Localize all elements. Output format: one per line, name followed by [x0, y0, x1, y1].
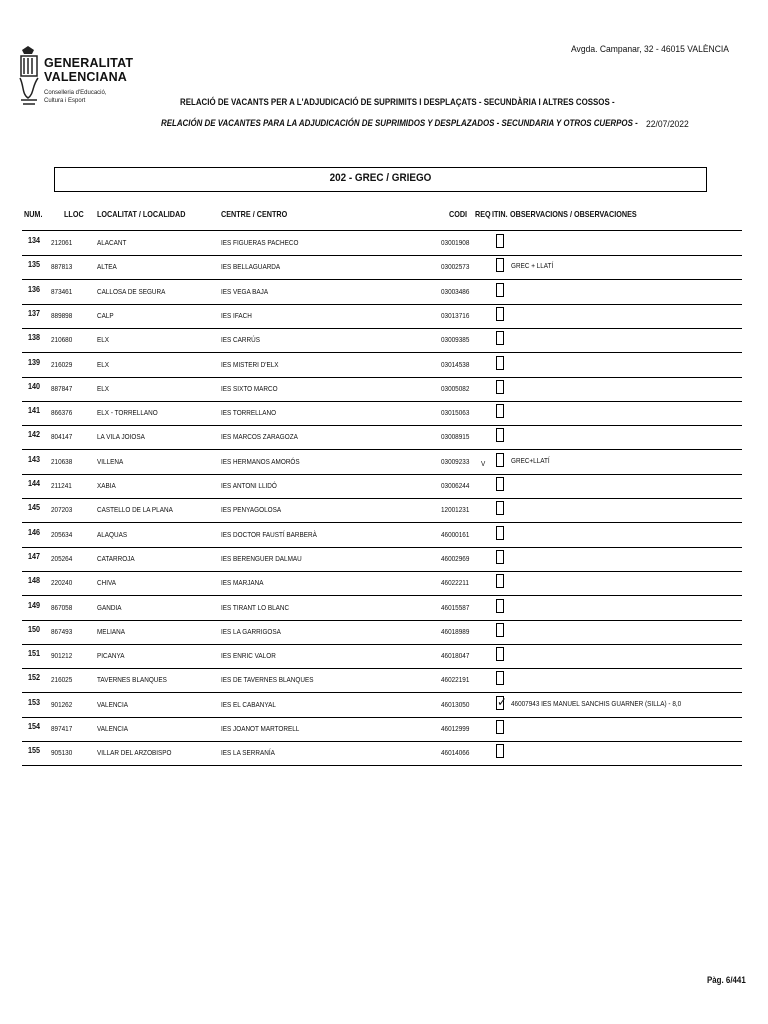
row-localitat: GANDIA [97, 602, 122, 612]
row-localitat: ALAQUAS [97, 529, 128, 539]
row-codi: 03003486 [441, 286, 470, 296]
col-header-observacions: OBSERVACIONS / OBSERVACIONES [510, 209, 637, 219]
row-centre: IES BERENGUER DALMAU [221, 553, 302, 563]
row-codi: 46018047 [441, 651, 470, 661]
table-row [22, 280, 742, 305]
row-lloc: 210638 [51, 456, 73, 466]
section-title: 202 - GREC / GRIEGO [329, 172, 432, 184]
req-checkbox [496, 477, 504, 491]
table-row [22, 304, 742, 329]
row-centre: IES DOCTOR FAUSTÍ BARBERÀ [221, 529, 317, 539]
table-row [22, 255, 742, 280]
row-codi: 46018989 [441, 626, 470, 636]
row-localitat: ELX [97, 383, 110, 393]
table-row [22, 693, 742, 718]
table-row [22, 425, 742, 450]
page-number: Pàg. 6/441 [707, 975, 746, 985]
table-row [22, 620, 742, 645]
table-row [22, 644, 742, 669]
row-num: 145 [28, 502, 41, 513]
row-centre: IES DE TAVERNES BLANQUES [221, 675, 314, 685]
row-num: 138 [28, 332, 41, 343]
row-codi: 46022211 [441, 578, 469, 588]
row-codi: 03013716 [441, 310, 470, 320]
req-checkbox [496, 283, 504, 297]
row-codi: 03009233 [441, 456, 470, 466]
table-row [22, 377, 742, 402]
row-num: 146 [28, 526, 41, 537]
row-localitat: LA VILA JOIOSA [97, 432, 145, 442]
row-centre: IES HERMANOS AMORÓS [221, 456, 300, 466]
row-localitat: VILLAR DEL ARZOBISPO [97, 748, 172, 758]
row-lloc: 205264 [51, 553, 73, 563]
logo-subtext-line1: Conselleria d'Educació, [44, 90, 107, 96]
row-num: 137 [28, 307, 41, 318]
row-localitat: VALENCIA [97, 699, 129, 709]
row-lloc: 867058 [51, 602, 73, 612]
req-checkbox [496, 694, 508, 710]
row-codi: 12001231 [441, 505, 470, 515]
req-checkbox [496, 574, 504, 588]
row-localitat: CASTELLO DE LA PLANA [97, 505, 173, 515]
req-checkbox [496, 404, 504, 418]
row-codi: 46015587 [441, 602, 470, 612]
row-lloc: 216025 [51, 675, 73, 685]
row-lloc: 873461 [51, 286, 73, 296]
table-row [22, 498, 742, 523]
row-localitat: VILLENA [97, 456, 124, 466]
table-row [22, 547, 742, 572]
row-localitat: ALACANT [97, 238, 127, 247]
req-checkbox [496, 258, 504, 272]
row-centre: IES BELLAGUARDA [221, 262, 281, 272]
req-checkbox [496, 307, 504, 321]
section-header-box [54, 167, 707, 192]
row-num: 151 [28, 648, 41, 659]
generalitat-logo [18, 46, 134, 126]
req-checkbox [496, 550, 504, 564]
table-row [22, 450, 742, 475]
row-num: 150 [28, 623, 41, 634]
req-checkbox [496, 356, 504, 370]
row-centre: IES ANTONI LLIDÓ [221, 481, 277, 490]
row-codi: 03001908 [441, 238, 470, 247]
row-localitat: PICANYA [97, 651, 125, 661]
row-centre: IES JOANOT MARTORELL [221, 724, 300, 733]
table-row [22, 328, 742, 353]
row-localitat: XABIA [97, 481, 116, 490]
row-codi: 03006244 [441, 481, 470, 490]
row-num: 141 [28, 405, 41, 416]
row-num: 147 [28, 550, 41, 561]
req-checkbox [496, 380, 504, 394]
row-num: 140 [28, 380, 41, 391]
row-lloc: 212061 [51, 238, 73, 247]
row-lloc: 207203 [51, 505, 73, 515]
col-header-itin: ITIN. [492, 209, 508, 219]
row-localitat: ALTEA [97, 262, 117, 272]
row-num: 144 [28, 478, 41, 488]
row-codi: 46013050 [441, 699, 470, 709]
table-row [22, 523, 742, 548]
document-title-valencian: RELACIÓ DE VACANTS PER A L'ADJUDICACIÓ DE SUPRIMITS I DESPLAÇATS - SECUNDÀRIA I ALTRES COSSOS - [180, 97, 615, 107]
row-centre: IES MISTERI D'ELX [221, 359, 279, 369]
req-checkbox [496, 501, 504, 515]
req-checkbox [496, 647, 504, 661]
table-row [22, 668, 742, 693]
row-codi: 46002969 [441, 553, 470, 563]
table-row [22, 474, 742, 499]
row-codi: 03008915 [441, 432, 470, 442]
row-num: 142 [28, 429, 41, 440]
document-date: 22/07/2022 [646, 119, 689, 130]
table-row [22, 741, 742, 766]
row-num: 148 [28, 575, 41, 586]
row-num: 154 [28, 721, 41, 731]
row-centre: IES MARJANA [221, 578, 264, 588]
row-observacions: 46007943 IES MANUEL SANCHIS GUARNER (SILLA) - 8,0 [511, 698, 682, 708]
row-localitat: CHIVA [97, 578, 117, 588]
row-codi: 03005082 [441, 383, 470, 393]
col-header-codi: CODI [449, 209, 468, 219]
row-centre: IES CARRÚS [221, 335, 260, 345]
row-centre: IES TIRANT LO BLANC [221, 602, 290, 612]
req-checkbox [496, 234, 504, 248]
table-row [22, 717, 742, 742]
row-num: 149 [28, 599, 41, 610]
row-centre: IES LA SERRANÍA [221, 748, 275, 758]
req-checkbox [496, 671, 504, 685]
row-codi: 46012999 [441, 724, 470, 733]
col-header-lloc: LLOC [64, 209, 84, 219]
row-localitat: CALP [97, 310, 114, 320]
row-num: 136 [28, 283, 41, 294]
logo-subtext-line2: Cultura i Esport [44, 98, 86, 104]
table-row [22, 596, 742, 621]
row-localitat: ELX [97, 359, 110, 369]
row-lloc: 901212 [51, 651, 73, 661]
coat-of-arms-icon [18, 46, 40, 108]
row-lloc: 211241 [51, 481, 72, 490]
req-checkbox [496, 453, 504, 467]
row-lloc: 897417 [51, 724, 73, 733]
document-title-spanish: RELACIÓN DE VACANTES PARA LA ADJUDICACIÓN DE SUPRIMIDOS Y DESPLAZADOS - SECUNDARIA Y OTROS CUERPOS - [161, 118, 638, 128]
row-centre: IES EL CABANYAL [221, 699, 276, 709]
row-lloc: 901262 [51, 699, 73, 709]
row-num: 134 [28, 235, 41, 245]
row-observacions: GREC+LLATÍ [511, 455, 550, 465]
table-row [22, 231, 742, 256]
row-num: 152 [28, 672, 41, 683]
row-num: 139 [28, 356, 41, 367]
row-localitat: MELIANA [97, 626, 125, 636]
row-codi: 03002573 [441, 262, 470, 272]
row-codi: 03015063 [441, 408, 470, 418]
row-num: 143 [28, 453, 41, 464]
row-centre: IES ENRIC VALOR [221, 651, 276, 661]
row-localitat: CALLOSA DE SEGURA [97, 286, 166, 296]
row-centre: IES SIXTO MARCO [221, 383, 278, 393]
row-localitat: CATARROJA [97, 553, 135, 563]
row-localitat: TAVERNES BLANQUES [97, 675, 167, 685]
row-centre: IES MARCOS ZARAGOZA [221, 432, 298, 442]
row-lloc: 867493 [51, 626, 73, 636]
row-num: 135 [28, 259, 41, 270]
table-row [22, 571, 742, 596]
row-centre: IES PENYAGOLOSA [221, 505, 282, 515]
req-checkbox [496, 623, 504, 637]
row-lloc: 205634 [51, 529, 73, 539]
row-lloc: 210680 [51, 335, 73, 345]
row-lloc: 804147 [51, 432, 73, 442]
col-header-num: NUM. [24, 209, 43, 219]
col-header-centre: CENTRE / CENTRO [221, 209, 288, 219]
row-centre: IES LA GARRIGOSA [221, 626, 281, 636]
row-codi: 46000161 [441, 529, 470, 539]
req-checkbox [496, 720, 504, 734]
row-codi: 46022191 [441, 675, 470, 685]
row-lloc: 887813 [51, 262, 73, 272]
req-checkbox [496, 331, 504, 345]
row-centre: IES TORRELLANO [221, 408, 277, 418]
col-header-req: REQ [475, 209, 491, 219]
row-lloc: 866376 [51, 408, 73, 418]
row-itin: V [481, 458, 486, 468]
row-observacions: GREC + LLATÍ [511, 261, 554, 271]
row-lloc: 216029 [51, 359, 73, 369]
row-centre: IES FIGUERAS PACHECO [221, 238, 299, 247]
row-lloc: 889898 [51, 310, 73, 320]
row-localitat: VALENCIA [97, 724, 129, 733]
row-codi: 46014066 [441, 748, 470, 758]
req-checkbox [496, 526, 504, 540]
req-checkbox [496, 428, 504, 442]
row-num: 155 [28, 745, 41, 756]
table-row [22, 353, 742, 378]
req-checkbox [496, 744, 504, 758]
row-localitat: ELX [97, 335, 110, 345]
checkmark-icon: ✓ [497, 694, 508, 709]
row-codi: 03009385 [441, 335, 470, 345]
row-localitat: ELX - TORRELLANO [97, 408, 158, 418]
row-centre: IES IFACH [221, 310, 252, 320]
table-row [22, 401, 742, 426]
col-header-localitat: LOCALITAT / LOCALIDAD [97, 209, 186, 219]
row-codi: 03014538 [441, 359, 470, 369]
req-checkbox [496, 599, 504, 613]
row-num: 153 [28, 696, 41, 707]
logo-text-line2: VALENCIANA [44, 70, 128, 84]
row-centre: IES VEGA BAJA [221, 286, 269, 296]
address: Avgda. Campanar, 32 - 46015 VALÈNCIA [571, 44, 729, 55]
row-lloc: 220240 [51, 578, 73, 588]
row-lloc: 887847 [51, 383, 73, 393]
row-lloc: 905130 [51, 748, 73, 758]
logo-text-line1: GENERALITAT [44, 56, 134, 70]
